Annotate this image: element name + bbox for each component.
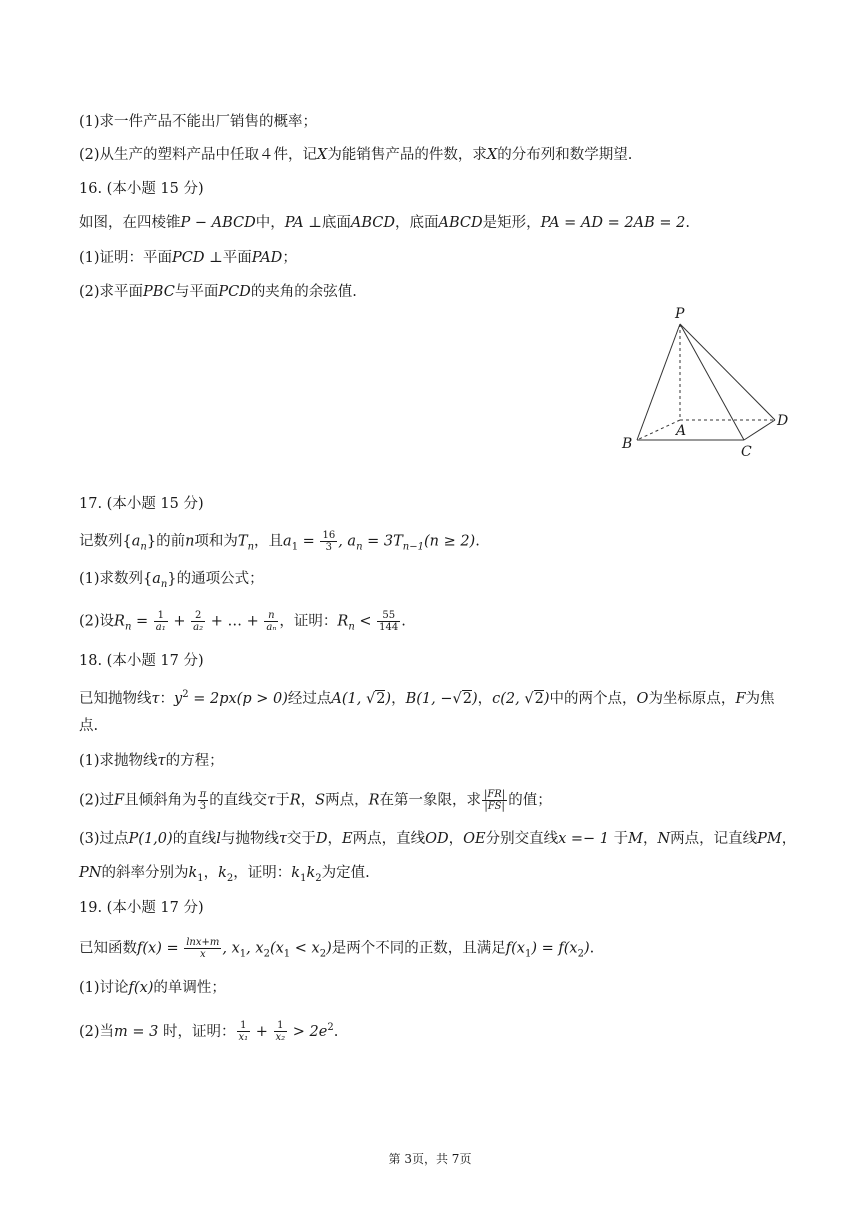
label-C: C	[741, 444, 752, 460]
edge-PD	[680, 324, 775, 420]
q19-stem: 已知函数f(x) = $\frac{\ln x+m}{x}$ , $x_1$, $x_2(x_1 < x_2)$是两个不同的正数，且满足$f(x_1) = f(x_2)$.	[79, 937, 595, 960]
q18-part1: (1)求抛物线τ的方程；	[79, 753, 224, 769]
q17-part2: (2)设$R_n$ = $\frac{1}{\text{a₁}}$ + $\frac{2}{\text{a₂}}$ + … + $\frac{n}{\text{aₙ}}$ ，证明：$R_n$ < $\frac{55}{144}$ .	[79, 610, 406, 633]
pyramid-figure	[615, 302, 795, 462]
q19-part1: (1)讨论f(x)的单调性；	[79, 980, 226, 996]
q16-stem: 如图，在四棱锥P − ABCD中，PA ⊥底面ABCD，底面ABCD是矩形，PA = AD = 2AB = 2.	[79, 215, 690, 231]
label-A: A	[676, 423, 687, 439]
edge-CD	[744, 420, 775, 440]
q18-part3: (3)过点P(1,0)的直线l与抛物线τ交于D，E两点，直线OD，OE分别交直线x =− 1 于M，N两点，记直线PM，	[79, 831, 797, 847]
q18-heading: 18. (本小题 17 分)	[79, 653, 204, 669]
q17-heading: 17. (本小题 15 分)	[79, 496, 204, 512]
q15-part1: (1)求一件产品不能出厂销售的概率；	[79, 114, 318, 130]
q19-part2: (2)当m = 3 时，证明： $\frac{1}{\text{x₁}}$ + $\frac{1}{\text{x₂}}$ > $2e^2$.	[79, 1020, 339, 1044]
label-P: P	[675, 306, 685, 322]
label-B: B	[622, 436, 633, 452]
page-footer: 第 3页，共 7页	[388, 1152, 472, 1166]
q18-part2: (2)过F且倾斜角为 $\frac{\pi}{3}$ 的直线交τ于R，S两点，R在第一象限，求 $\frac{|FR|}{|FS|}$ 的值；	[79, 789, 552, 812]
q17-part1: (1)求数列$\{a_n\}$的通项公式；	[79, 571, 264, 590]
q16-part1: (1)证明：平面PCD ⊥平面PAD；	[79, 250, 297, 266]
q18-part3-cont: PN的斜率分别为$k_1$，$k_2$，证明：$k_1k_2$为定值.	[79, 865, 370, 884]
q18-stem-cont: 点.	[79, 718, 99, 734]
q16-heading: 16. (本小题 15 分)	[79, 181, 204, 197]
q17-stem: 记数列$\{a_n\}$的前n项和为$T_n$，且$a_1$ = $\frac{16}{3}$ , $a_n = 3T_{n-1}(n \ge 2)$.	[79, 530, 480, 553]
q18-stem: 已知抛物线τ：$y^2 = 2px(p > 0)$经过点A(1, √2)，B(1, −√2)，c(2, √2)中的两个点，O为坐标原点，F为焦	[79, 689, 775, 707]
q15-part2: (2)从生产的塑料产品中任取４件，记X为能销售产品的件数，求X的分布列和数学期望.	[79, 147, 633, 163]
q19-heading: 19. (本小题 17 分)	[79, 900, 204, 916]
edge-PC	[680, 324, 744, 440]
q16-part2: (2)求平面PBC与平面PCD的夹角的余弦值.	[79, 284, 357, 300]
label-D: D	[777, 413, 789, 429]
